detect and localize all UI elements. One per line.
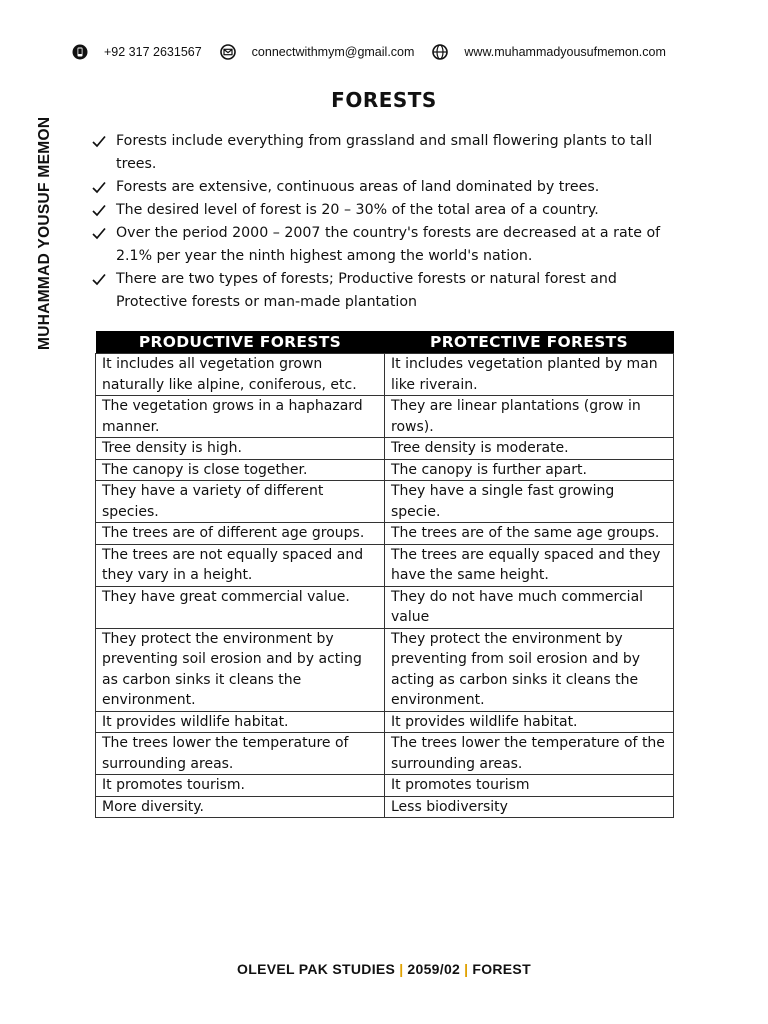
table-row	[96, 796, 674, 818]
table-row	[96, 481, 674, 523]
protective-cell: The trees are of the same age groups.	[385, 523, 674, 545]
productive-cell: They have a variety of different species.	[96, 481, 385, 523]
comparison-table	[95, 331, 674, 818]
productive-cell: The vegetation grows in a haphazard manner.	[96, 396, 385, 438]
header-productive-forests: PRODUCTIVE FORESTS	[96, 331, 385, 354]
protective-cell: Less biodiversity	[385, 796, 674, 818]
protective-cell: Tree density is moderate.	[385, 438, 674, 460]
contact-bar	[72, 40, 748, 64]
checkmark-icon	[92, 135, 106, 148]
protective-cell: They are linear plantations (grow in rows).	[385, 396, 674, 438]
bullet-list	[90, 130, 690, 314]
phone-icon	[72, 44, 88, 60]
productive-cell: The canopy is close together.	[96, 459, 385, 481]
protective-cell: They have a single fast growing specie.	[385, 481, 674, 523]
protective-cell: They protect the environment by preventing from soil erosion and by acting as carbon sinks it cleans the environment.	[385, 628, 674, 711]
bullet-text: Forests include everything from grassland and small flowering plants to tall trees.	[116, 133, 653, 172]
checkmark-icon	[92, 204, 106, 217]
table-row	[96, 711, 674, 733]
productive-cell: Tree density is high.	[96, 438, 385, 460]
protective-cell: It promotes tourism	[385, 775, 674, 797]
bullet-item	[90, 176, 690, 199]
table-row	[96, 544, 674, 586]
author-side-name: MUHAMMAD YOUSUF MEMON	[36, 116, 53, 350]
phone-contact	[72, 44, 202, 60]
protective-cell: The trees lower the temperature of the surrounding areas.	[385, 733, 674, 775]
website-contact	[432, 44, 665, 60]
productive-cell: They protect the environment by preventing soil erosion and by acting as carbon sinks it cleans the environment.	[96, 628, 385, 711]
productive-cell: More diversity.	[96, 796, 385, 818]
protective-cell: It includes vegetation planted by man like riverain.	[385, 354, 674, 396]
email-icon	[220, 44, 236, 60]
protective-cell: The trees are equally spaced and they have the same height.	[385, 544, 674, 586]
bullet-item	[90, 199, 690, 222]
website-url[interactable]: www.muhammadyousufmemon.com	[464, 45, 666, 59]
footer-subject: OLEVEL PAK STUDIES	[237, 961, 396, 977]
checkmark-icon	[92, 181, 106, 194]
protective-cell: It provides wildlife habitat.	[385, 711, 674, 733]
productive-cell: They have great commercial value.	[96, 586, 385, 628]
bullet-item	[90, 130, 690, 176]
table-row	[96, 628, 674, 711]
globe-icon	[432, 44, 448, 60]
table-row	[96, 586, 674, 628]
footer-code: 2059/02	[407, 961, 461, 977]
productive-cell: The trees lower the temperature of surrounding areas.	[96, 733, 385, 775]
bullet-text: There are two types of forests; Productive forests or natural forest and Protective forests or man-made plantation	[116, 271, 617, 310]
page-footer	[0, 961, 768, 977]
table-row	[96, 459, 674, 481]
protective-cell: They do not have much commercial value	[385, 586, 674, 628]
productive-cell: The trees are of different age groups.	[96, 523, 385, 545]
table-header-row	[96, 331, 674, 354]
bullet-item	[90, 222, 690, 268]
footer-topic: FOREST	[472, 961, 531, 977]
table-row	[96, 775, 674, 797]
table-row	[96, 354, 674, 396]
phone-number: +92 317 2631567	[104, 45, 202, 59]
bullet-text: Over the period 2000 – 2007 the country's forests are decreased at a rate of 2.1% per year the ninth highest among the world's nation.	[116, 225, 661, 264]
table-row	[96, 396, 674, 438]
bullet-text: The desired level of forest is 20 – 30% of the total area of a country.	[116, 202, 599, 218]
productive-cell: The trees are not equally spaced and they vary in a height.	[96, 544, 385, 586]
header-protective-forests: PROTECTIVE FORESTS	[385, 331, 674, 354]
protective-cell: The canopy is further apart.	[385, 459, 674, 481]
footer-separator: |	[464, 961, 469, 977]
table-row	[96, 438, 674, 460]
footer-separator: |	[399, 961, 404, 977]
checkmark-icon	[92, 227, 106, 240]
productive-cell: It includes all vegetation grown naturally like alpine, coniferous, etc.	[96, 354, 385, 396]
productive-cell: It provides wildlife habitat.	[96, 711, 385, 733]
page-title: FORESTS	[331, 88, 437, 112]
checkmark-icon	[92, 273, 106, 286]
email-contact	[220, 44, 415, 60]
bullet-text: Forests are extensive, continuous areas of land dominated by trees.	[116, 179, 600, 195]
productive-cell: It promotes tourism.	[96, 775, 385, 797]
bullet-item	[90, 268, 690, 314]
table-row	[96, 523, 674, 545]
table-row	[96, 733, 674, 775]
email-address[interactable]: connectwithmym@gmail.com	[251, 45, 415, 59]
